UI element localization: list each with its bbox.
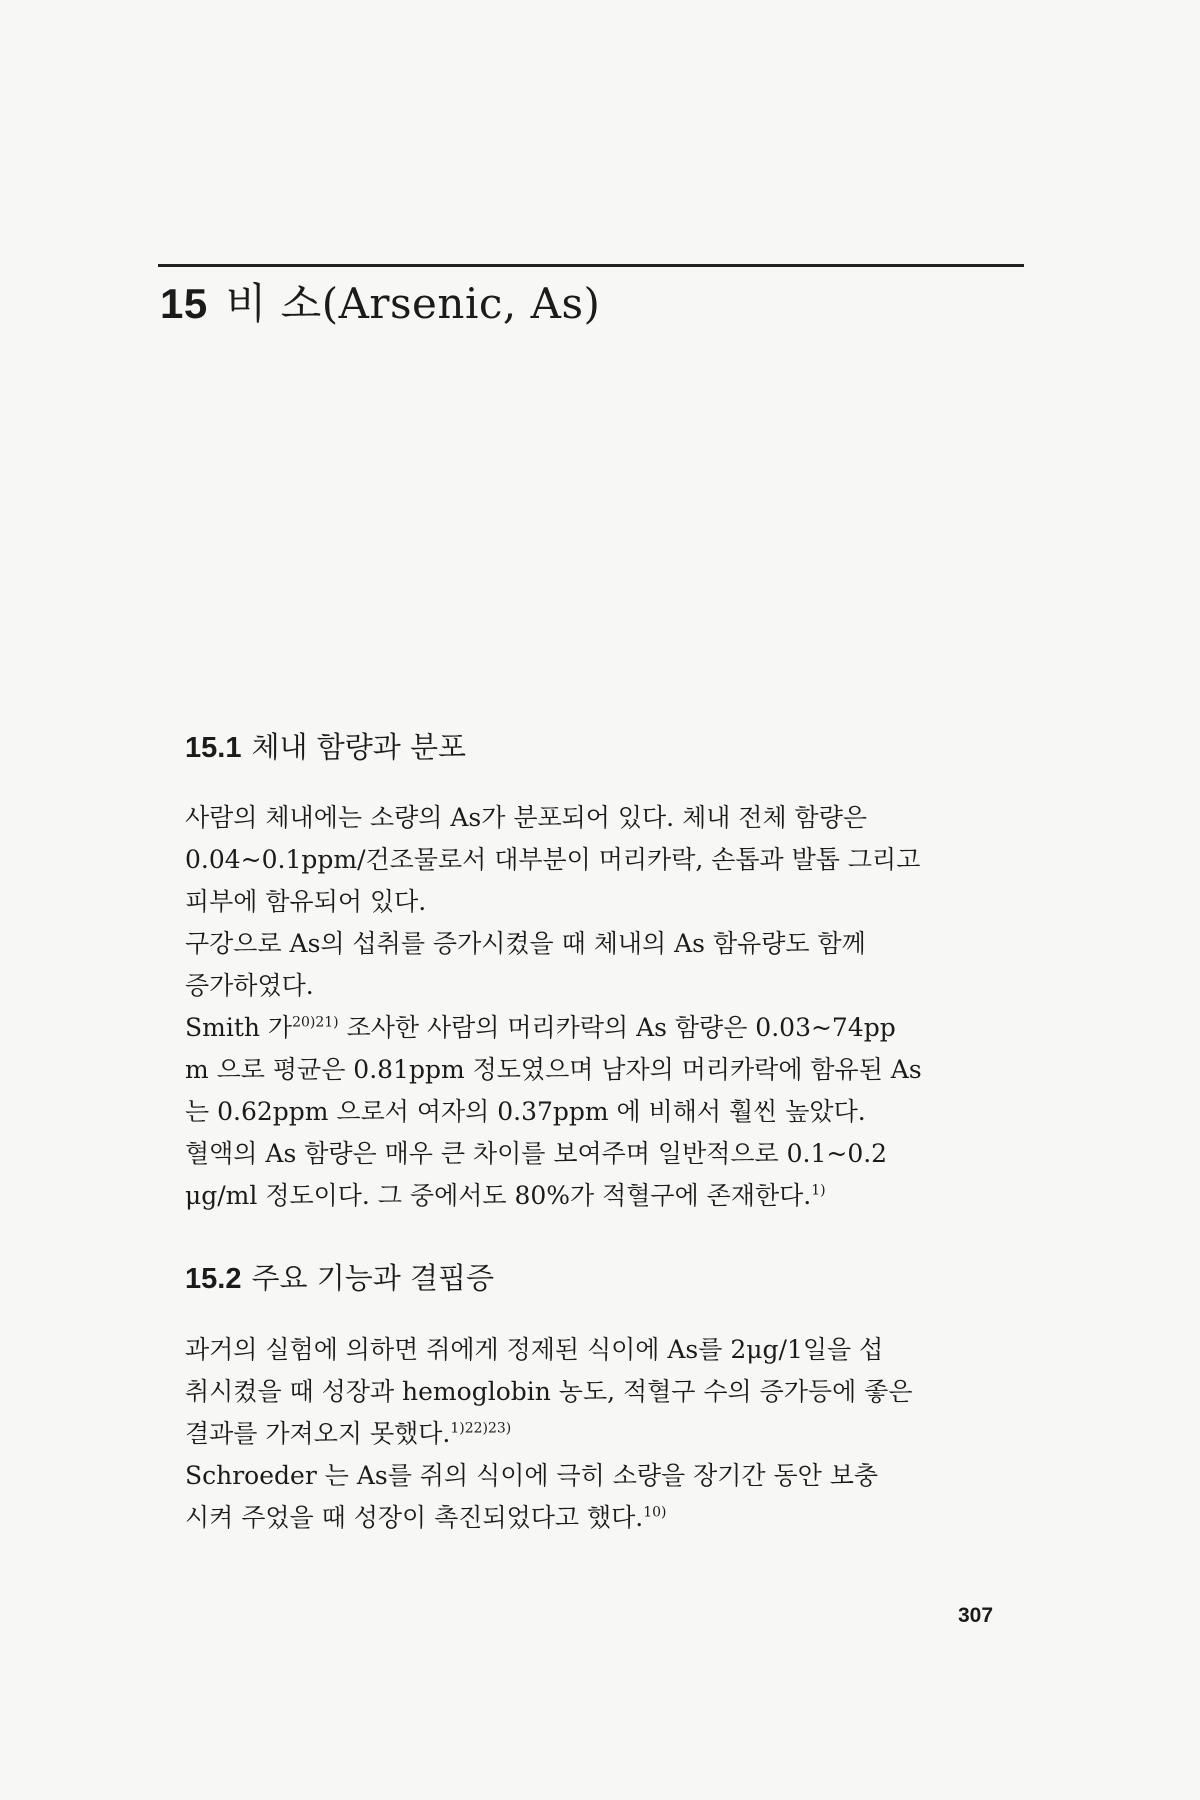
section-title: 주요 기능과 결핍증	[251, 1261, 495, 1295]
text-line: 피부에 함유되어 있다.	[185, 887, 427, 916]
section-number: 15.2	[185, 1263, 242, 1295]
chapter-title-text: 비 소(Arsenic, As)	[225, 279, 601, 328]
page-number: 307	[958, 1604, 994, 1627]
section-title: 체내 함량과 분포	[251, 730, 466, 764]
text-line: 과거의 실험에 의하면 쥐에게 정제된 식이에 As를 2μg/1일을 섭	[185, 1335, 884, 1364]
section-15-2-body	[185, 1329, 1050, 1539]
section-15-1-body	[185, 797, 1050, 1217]
chapter-rule	[158, 264, 1024, 267]
section-heading-15-1	[185, 727, 985, 768]
text-line: 사람의 체내에는 소량의 As가 분포되어 있다. 체내 전체 함량은	[185, 803, 868, 832]
chapter-title	[160, 276, 1060, 332]
section-heading-15-2	[185, 1258, 985, 1299]
text-line: 0.04~0.1ppm/건조물로서 대부분이 머리카락, 손톱과 발톱 그리고	[185, 845, 921, 874]
citation-superscript: 20)21)	[292, 1014, 339, 1031]
text-line: 혈액의 As 함량은 매우 큰 차이를 보여주며 일반적으로 0.1~0.2	[185, 1139, 888, 1168]
text-line: 증가하였다.	[185, 971, 314, 1000]
chapter-number: 15	[160, 280, 208, 327]
text-line: 시켜 주었을 때 성장이 촉진되었다고 했다.$^{10)}$	[185, 1503, 667, 1532]
text-line: 결과를 가져오지 못했다.$^{1)22)23)}$	[185, 1419, 512, 1448]
section-number: 15.1	[185, 732, 242, 764]
text-line: Schroeder 는 As를 쥐의 식이에 극히 소량을 장기간 동안 보충	[185, 1461, 879, 1490]
text-line: m 으로 평균은 0.81ppm 정도였으며 남자의 머리카락에 함유된 As	[185, 1055, 922, 1084]
citation-superscript: 1)	[811, 1182, 826, 1199]
text-line: 취시켰을 때 성장과 hemoglobin 농도, 적혈구 수의 증가등에 좋은	[185, 1377, 913, 1406]
text-line: μg/ml 정도이다. 그 중에서도 80%가 적혈구에 존재한다.$^{1)}$	[185, 1181, 826, 1210]
citation-superscript: 10)	[643, 1504, 667, 1521]
text-line: 는 0.62ppm 으로서 여자의 0.37ppm 에 비해서 훨씬 높았다.	[185, 1097, 866, 1126]
citation-superscript: 1)22)23)	[450, 1420, 512, 1437]
text-line: 구강으로 As의 섭취를 증가시켰을 때 체내의 As 함유량도 함께	[185, 929, 866, 958]
text-line: Smith 가$^{20)21)}$ 조사한 사람의 머리카락의 As 함량은 0.03~74pp	[185, 1013, 896, 1042]
